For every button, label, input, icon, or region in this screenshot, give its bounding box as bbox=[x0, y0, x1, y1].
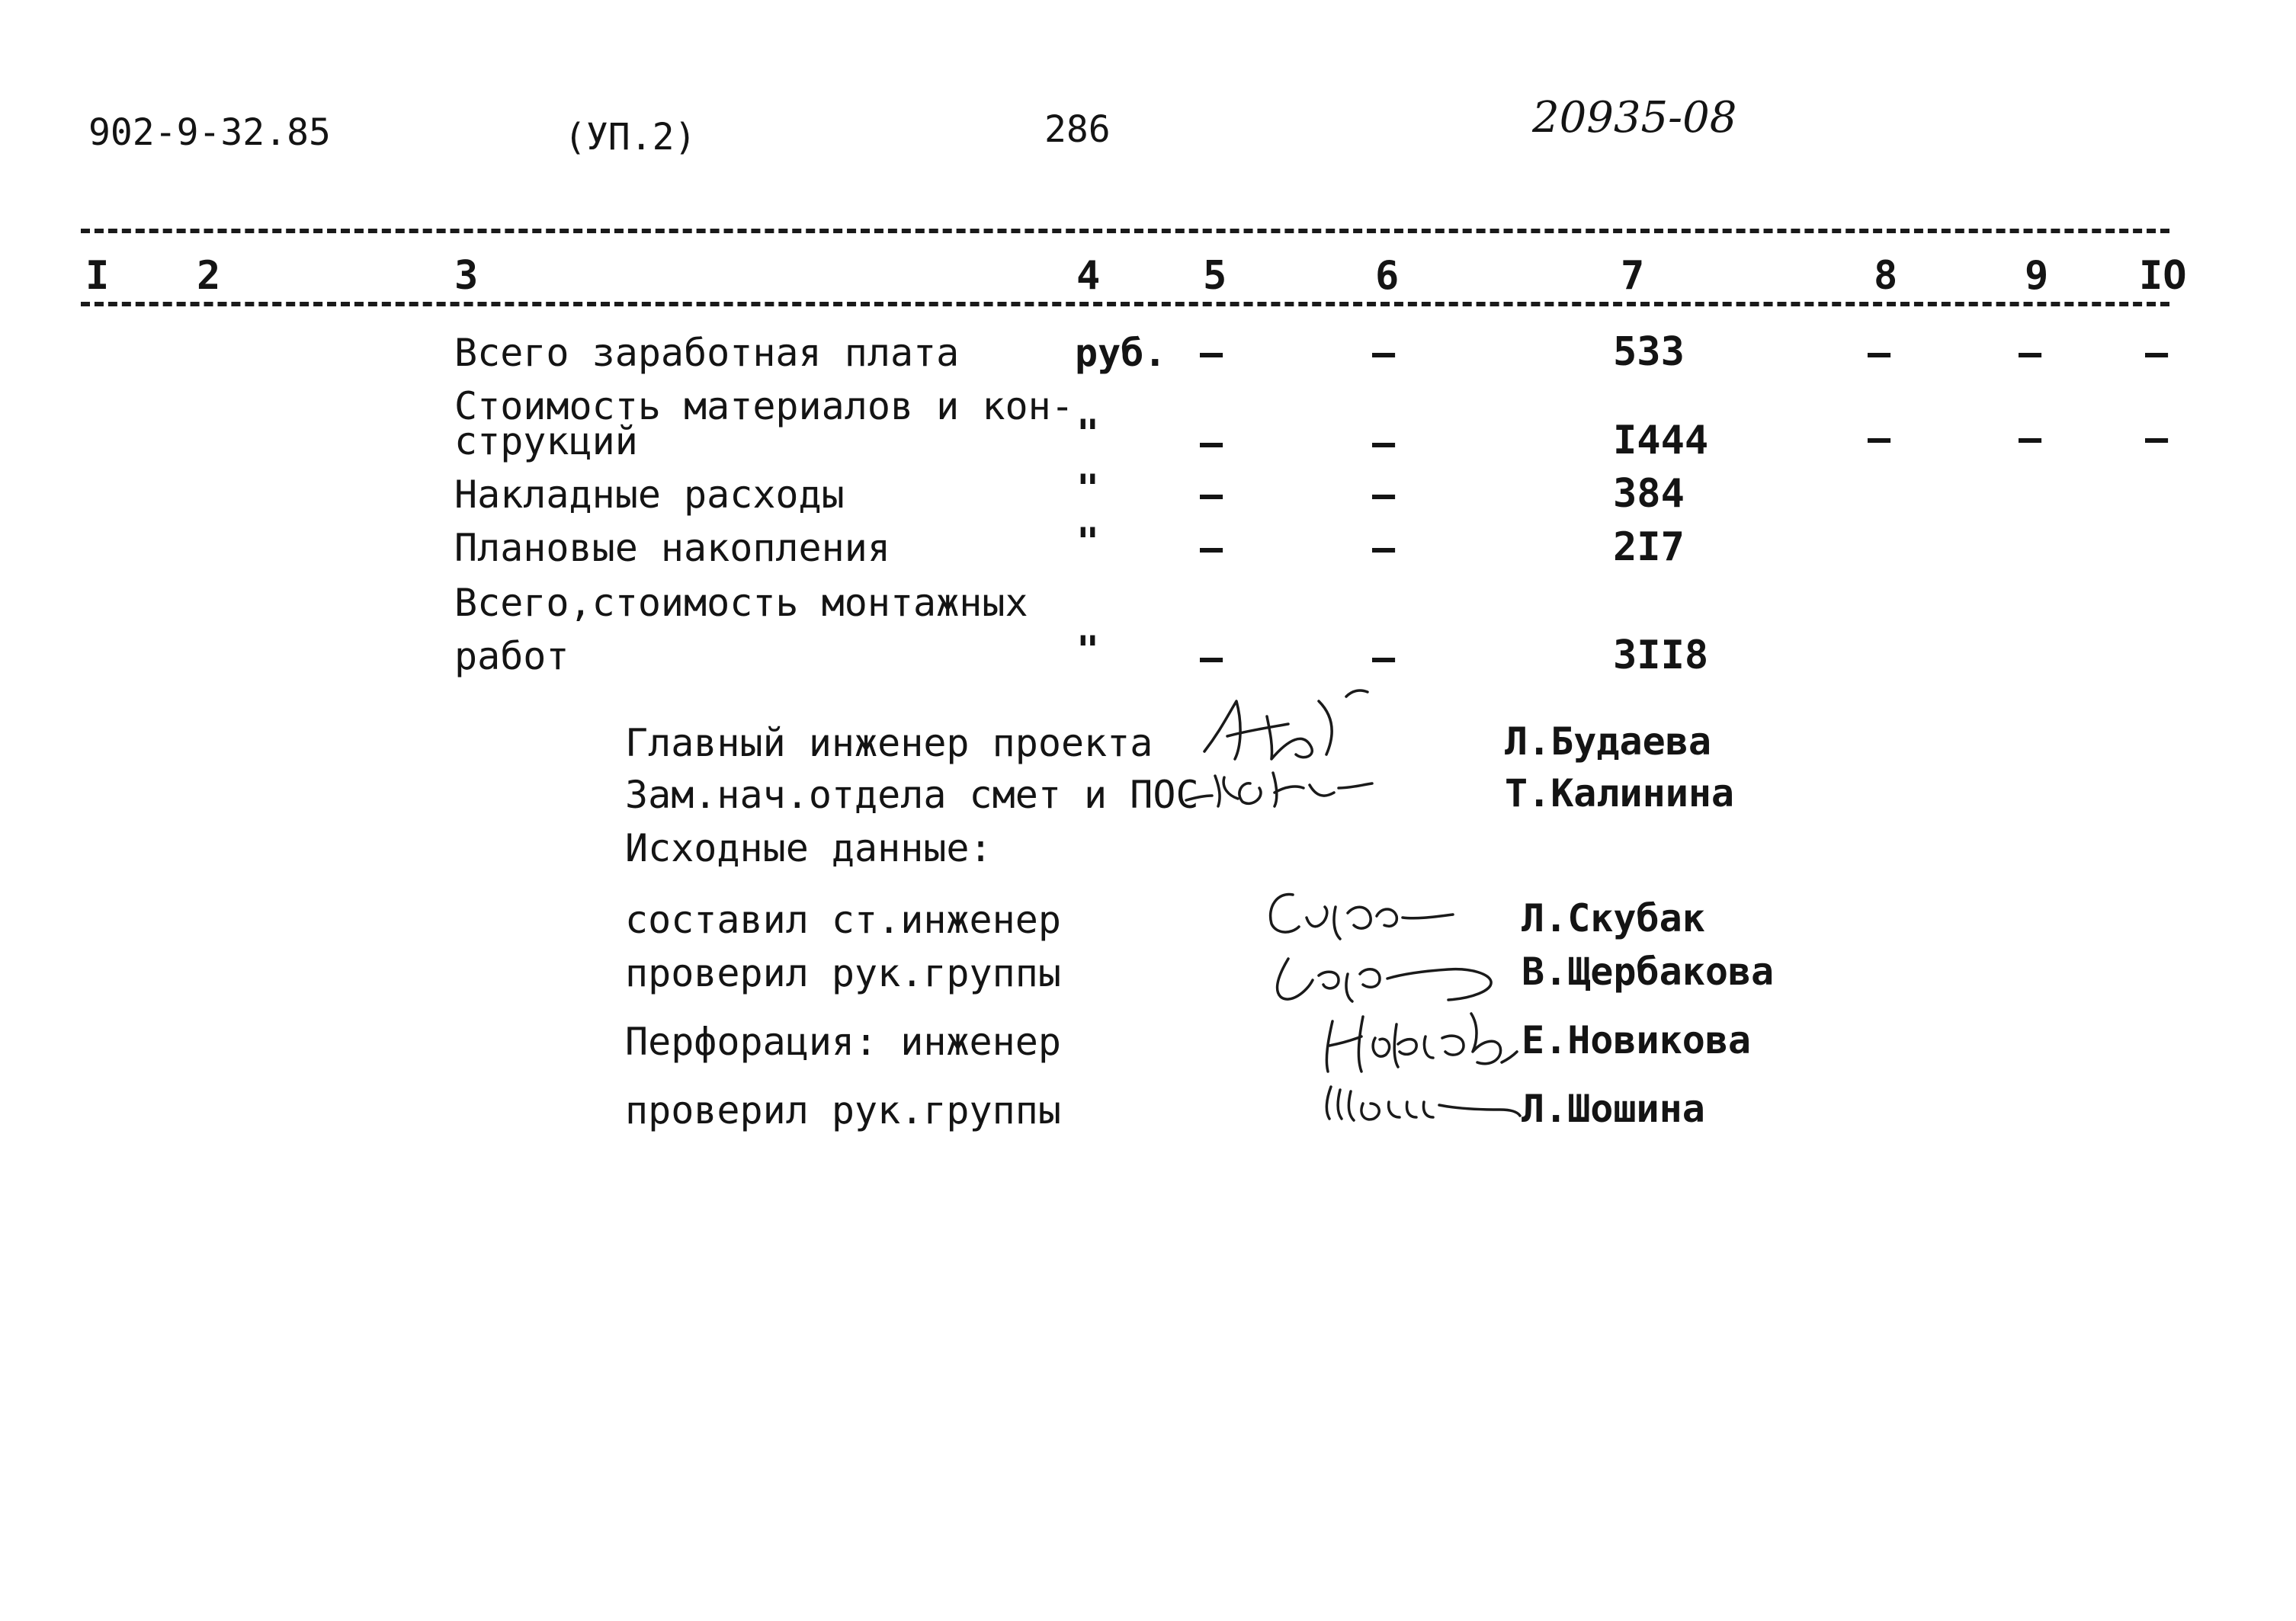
signature-name: Е.Новикова bbox=[1522, 1018, 1752, 1062]
row-unit: " bbox=[1076, 520, 1100, 564]
handwritten-signature-kalinina bbox=[1182, 762, 1380, 815]
row-col8: – bbox=[1868, 331, 1891, 375]
signature-name: Т.Калинина bbox=[1505, 771, 1735, 815]
signature-role: Зам.нач.отдела смет и ПОС bbox=[625, 773, 1199, 817]
document-designation: 902-9-32.85 bbox=[88, 111, 331, 154]
row-col7: 384 bbox=[1613, 471, 1685, 517]
row-col5: – bbox=[1200, 526, 1223, 570]
album-number: (УП.2) bbox=[564, 116, 697, 159]
signature-name: В.Щербакова bbox=[1522, 950, 1775, 994]
row-col7: 3II8 bbox=[1613, 633, 1709, 678]
column-number-4: 4 bbox=[1076, 253, 1101, 299]
column-number-3: 3 bbox=[454, 253, 479, 299]
column-number-5: 5 bbox=[1203, 253, 1227, 299]
row-name-continuation: работ bbox=[454, 634, 569, 678]
row-col8: – bbox=[1868, 416, 1891, 460]
row-name: Стоимость материалов и кон- bbox=[454, 384, 1074, 428]
row-name: Плановые накопления bbox=[454, 526, 890, 570]
signature-role: Главный инженер проекта bbox=[625, 721, 1153, 765]
row-col7: I444 bbox=[1613, 418, 1709, 463]
signature-role: проверил рук.группы bbox=[625, 1088, 1061, 1132]
row-name: Всего заработная плата bbox=[454, 331, 960, 375]
handwritten-signature-novikova bbox=[1314, 998, 1520, 1082]
row-col5: – bbox=[1200, 636, 1223, 680]
inventory-number: 20935-08 bbox=[1532, 93, 1737, 143]
column-number-7: 7 bbox=[1621, 253, 1645, 299]
source-data-heading: Исходные данные: bbox=[625, 826, 992, 870]
signature-role: проверил рук.группы bbox=[625, 951, 1061, 995]
table-top-rule bbox=[81, 229, 2169, 233]
row-col9: – bbox=[2019, 331, 2042, 375]
row-col6: – bbox=[1372, 473, 1396, 517]
column-number-6: 6 bbox=[1375, 253, 1400, 299]
row-unit: " bbox=[1076, 628, 1100, 672]
table-header-rule bbox=[81, 302, 2169, 306]
row-col5: – bbox=[1200, 331, 1223, 375]
row-col6: – bbox=[1372, 331, 1396, 375]
row-col5: – bbox=[1200, 473, 1223, 517]
row-unit: " bbox=[1076, 466, 1100, 511]
signature-role: Перфорация: инженер bbox=[625, 1020, 1061, 1064]
page-number: 286 bbox=[1044, 108, 1111, 151]
row-name: Накладные расходы bbox=[454, 473, 845, 517]
row-name-continuation: струкций bbox=[454, 419, 638, 463]
column-number-10: IO bbox=[2139, 253, 2187, 299]
column-number-8: 8 bbox=[1874, 253, 1898, 299]
row-col9: – bbox=[2019, 416, 2042, 460]
signature-name: Л.Будаева bbox=[1505, 719, 1711, 764]
row-col6: – bbox=[1372, 526, 1396, 570]
column-number-9: 9 bbox=[2025, 253, 2049, 299]
handwritten-signature-skubak bbox=[1262, 884, 1461, 945]
row-unit: " bbox=[1076, 412, 1100, 456]
column-number-1: I bbox=[85, 253, 110, 299]
row-col5: – bbox=[1200, 421, 1223, 465]
row-col7: 2I7 bbox=[1613, 524, 1685, 570]
row-col10: – bbox=[2145, 331, 2169, 375]
row-col10: – bbox=[2145, 416, 2169, 460]
row-col6: – bbox=[1372, 636, 1396, 680]
row-unit: руб. bbox=[1075, 331, 1167, 375]
handwritten-signature-budaeva bbox=[1197, 686, 1380, 770]
row-col6: – bbox=[1372, 421, 1396, 465]
signature-name: Л.Скубак bbox=[1522, 896, 1705, 940]
row-col7: 533 bbox=[1613, 329, 1685, 375]
signature-role: составил ст.инженер bbox=[625, 898, 1061, 942]
handwritten-signature-shoshina bbox=[1317, 1075, 1523, 1128]
signature-name: Л.Шошина bbox=[1522, 1087, 1705, 1131]
row-name: Всего,стоимость монтажных bbox=[454, 581, 1028, 625]
column-number-2: 2 bbox=[197, 253, 221, 299]
